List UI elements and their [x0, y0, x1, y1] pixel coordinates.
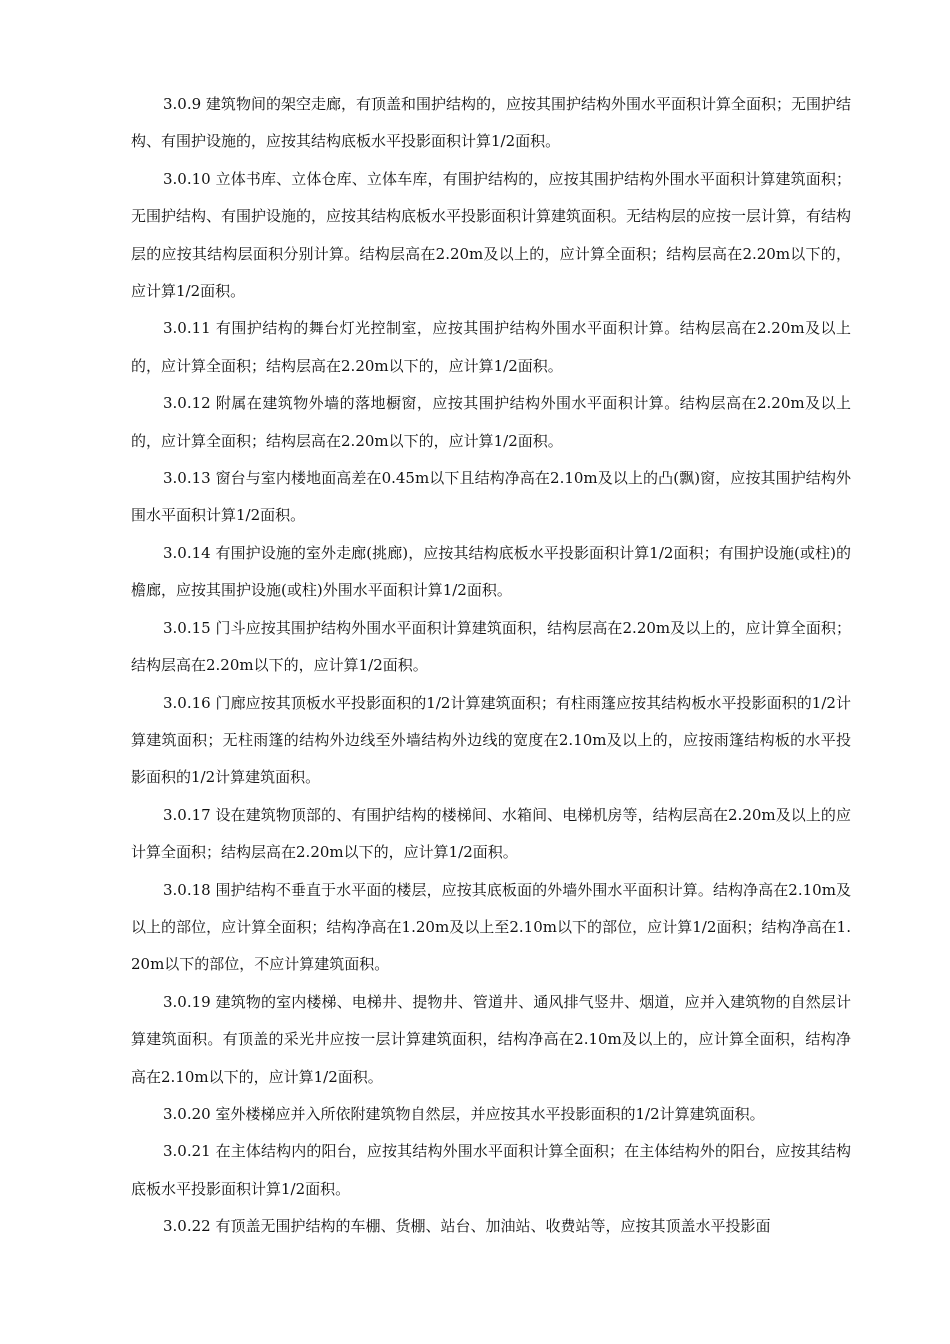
clause-3-0-19: 3.0.19 建筑物的室内楼梯、电梯井、提物井、管道井、通风排气竖井、烟道，应并入建筑物的自然层计算建筑面积。有顶盖的采光井应按一层计算建筑面积，结构净高在2.10m及以上的，应计算全面积，结构净高在2.10m以下的，应计算1/2面积。	[131, 992, 851, 1086]
clause-3-0-11: 3.0.11 有围护结构的舞台灯光控制室，应按其围护结构外围水平面积计算。结构层高在2.20m及以上的，应计算全面积；结构层高在2.20m以下的，应计算1/2面积。	[131, 319, 851, 375]
clause-3-0-13: 3.0.13 窗台与室内楼地面高差在0.45m以下且结构净高在2.10m及以上的凸(飘)窗，应按其围护结构外围水平面积计算1/2面积。	[131, 469, 851, 525]
clause-3-0-12: 3.0.12 附属在建筑物外墙的落地橱窗，应按其围护结构外围水平面积计算。结构层高在2.20m及以上的，应计算全面积；结构层高在2.20m以下的，应计算1/2面积。	[131, 394, 851, 450]
clause-3-0-21: 3.0.21 在主体结构内的阳台，应按其结构外围水平面积计算全面积；在主体结构外的阳台，应按其结构底板水平投影面积计算1/2面积。	[131, 1142, 851, 1198]
clause-3-0-18: 3.0.18 围护结构不垂直于水平面的楼层，应按其底板面的外墙外围水平面积计算。结构净高在2.10m及以上的部位，应计算全面积；结构净高在1.20m及以上至2.10m以下的部位，应计算1/2面积；结构净高在1.20m以下的部位，不应计算建筑面积。	[131, 880, 851, 974]
clause-3-0-10: 3.0.10 立体书库、立体仓库、立体车库，有围护结构的，应按其围护结构外围水平面积计算建筑面积；无围护结构、有围护设施的，应按其结构底板水平投影面积计算建筑面积。无结构层的应按一层计算，有结构层的应按其结构层面积分别计算。结构层高在2.20m及以上的，应计算全面积；结构层高在2.20m以下的，应计算1/2面积。	[131, 169, 852, 301]
document-body	[131, 86, 851, 1246]
clause-3-0-9: 3.0.9 建筑物间的架空走廊，有顶盖和围护结构的，应按其围护结构外围水平面积计算全面积；无围护结构、有围护设施的，应按其结构底板水平投影面积计算1/2面积。	[131, 95, 851, 151]
clause-3-0-16: 3.0.16 门廊应按其顶板水平投影面积的1/2计算建筑面积；有柱雨篷应按其结构板水平投影面积的1/2计算建筑面积；无柱雨篷的结构外边线至外墙结构外边线的宽度在2.10m及以上的，应按雨篷结构板的水平投影面积的1/2计算建筑面积。	[131, 693, 851, 787]
clause-3-0-15: 3.0.15 门斗应按其围护结构外围水平面积计算建筑面积，结构层高在2.20m及以上的，应计算全面积；结构层高在2.20m以下的，应计算1/2面积。	[131, 618, 851, 675]
clause-3-0-22: 3.0.22 有顶盖无围护结构的车棚、货棚、站台、加油站、收费站等，应按其顶盖水平投影面	[163, 1217, 771, 1236]
clause-3-0-20: 3.0.20 室外楼梯应并入所依附建筑物自然层，并应按其水平投影面积的1/2计算建筑面积。	[163, 1104, 765, 1123]
clause-3-0-14: 3.0.14 有围护设施的室外走廊(挑廊)，应按其结构底板水平投影面积计算1/2面积；有围护设施(或柱)的檐廊，应按其围护设施(或柱)外围水平面积计算1/2面积。	[131, 543, 851, 600]
clause-3-0-17: 3.0.17 设在建筑物顶部的、有围护结构的楼梯间、水箱间、电梯机房等，结构层高在2.20m及以上的应计算全面积；结构层高在2.20m以下的，应计算1/2面积。	[131, 805, 851, 862]
